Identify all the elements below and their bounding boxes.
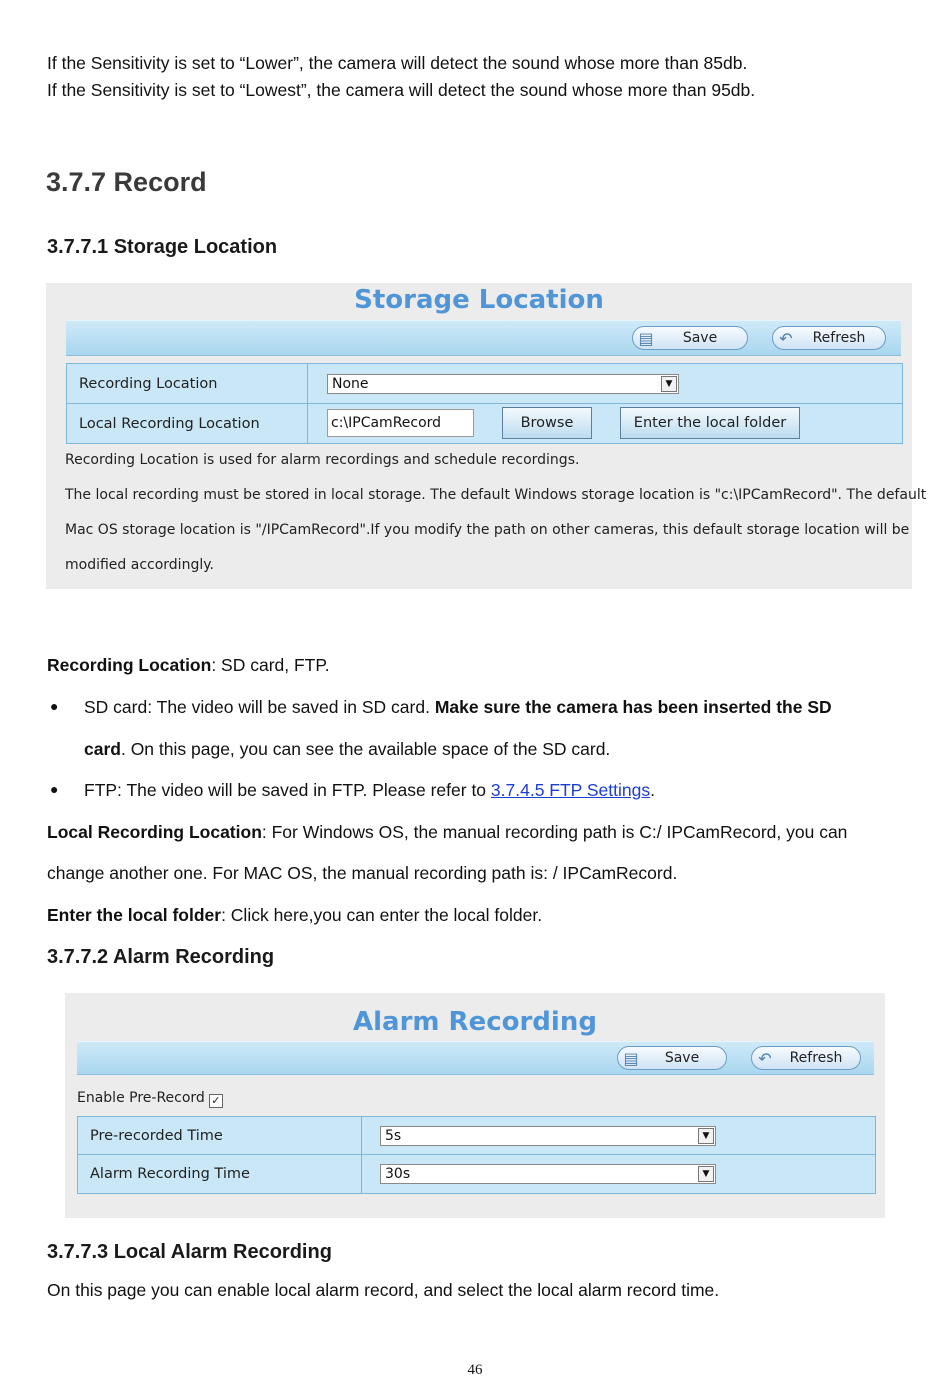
table-row xyxy=(78,1117,875,1155)
bullet-icon: ● xyxy=(50,698,59,714)
chevron-down-icon: ▼ xyxy=(698,1128,714,1144)
storage-location-screenshot xyxy=(46,283,927,589)
refresh-arrow-icon: ↶ xyxy=(779,328,793,348)
enter-local-folder-desc: Enter the local folder: Click here,you can enter the local folder. xyxy=(47,905,543,925)
save-button[interactable]: ▤ Save xyxy=(632,326,748,350)
refresh-button[interactable]: ↶ Refresh xyxy=(751,1046,861,1070)
chevron-down-icon: ▼ xyxy=(698,1166,714,1182)
prerecorded-time-label: Pre-recorded Time xyxy=(78,1117,362,1154)
storage-settings-table xyxy=(66,363,903,444)
recording-location-select[interactable]: None ▼ xyxy=(327,374,679,394)
local-recording-location-desc: Local Recording Location: For Windows OS, the manual recording path is C:/ IPCamRecord, you can xyxy=(47,822,848,842)
enable-prerecord-checkbox[interactable]: ✓ xyxy=(209,1094,223,1108)
storage-heading: 3.7.7.1 Storage Location xyxy=(47,236,278,258)
alarm-recording-screenshot xyxy=(65,993,885,1218)
table-row xyxy=(67,364,902,404)
recording-location-desc: Recording Location: SD card, FTP. xyxy=(47,655,330,675)
browse-button[interactable]: Browse xyxy=(502,407,592,439)
sd-card-desc-cont: card. On this page, you can see the available space of the SD card. xyxy=(84,739,611,759)
bullet-icon: ● xyxy=(50,781,59,797)
intro-line-1: If the Sensitivity is set to “Lower”, the camera will detect the sound whose more than 85db. xyxy=(47,53,748,73)
enter-local-folder-button[interactable]: Enter the local folder xyxy=(620,407,800,439)
storage-panel-title: Storage Location xyxy=(354,285,604,315)
alarm-toolbar xyxy=(77,1041,874,1075)
refresh-button[interactable]: ↶ Refresh xyxy=(772,326,886,350)
recording-location-label: Recording Location xyxy=(67,364,308,403)
alarm-settings-table xyxy=(77,1116,876,1194)
alarm-recording-time-label: Alarm Recording Time xyxy=(78,1155,362,1193)
floppy-disk-icon: ▤ xyxy=(623,1048,639,1068)
local-alarm-text: On this page you can enable local alarm record, and select the local alarm record time. xyxy=(47,1280,720,1300)
intro-line-2: If the Sensitivity is set to “Lowest”, the camera will detect the sound whose more than 95db. xyxy=(47,80,756,100)
local-recording-location-desc-cont: change another one. For MAC OS, the manual recording path is: / IPCamRecord. xyxy=(47,863,678,883)
storage-note-3: Mac OS storage location is "/IPCamRecord".If you modify the path on other cameras, this default storage location will be xyxy=(65,522,910,538)
storage-note-1: Recording Location is used for alarm recordings and schedule recordings. xyxy=(65,452,580,468)
table-row xyxy=(67,404,902,443)
storage-note-2: The local recording must be stored in local storage. The default Windows storage location is "c:\IPCamRecord". The default xyxy=(65,487,927,503)
storage-note-4: modified accordingly. xyxy=(65,557,214,573)
prerecorded-time-select[interactable]: 5s ▼ xyxy=(380,1126,716,1146)
refresh-arrow-icon: ↶ xyxy=(758,1048,772,1068)
local-alarm-heading: 3.7.7.3 Local Alarm Recording xyxy=(47,1241,332,1263)
enable-prerecord: Enable Pre-Record ✓ xyxy=(77,1090,223,1108)
local-recording-path-input[interactable]: c:\IPCamRecord xyxy=(327,409,474,437)
sd-card-desc: SD card: The video will be saved in SD card. Make sure the camera has been inserted the SD xyxy=(84,697,832,717)
alarm-recording-time-select[interactable]: 30s ▼ xyxy=(380,1164,716,1184)
alarm-heading: 3.7.7.2 Alarm Recording xyxy=(47,946,275,968)
local-recording-location-label: Local Recording Location xyxy=(67,404,308,443)
floppy-disk-icon: ▤ xyxy=(638,328,654,348)
section-title: 3.7.7 Record xyxy=(46,167,207,197)
chevron-down-icon: ▼ xyxy=(661,376,677,392)
storage-toolbar xyxy=(66,320,901,356)
ftp-settings-link[interactable]: 3.7.4.5 FTP Settings xyxy=(490,780,651,800)
ftp-desc: FTP: The video will be saved in FTP. Please refer to 3.7.4.5 FTP Settings. xyxy=(84,780,655,800)
table-row xyxy=(78,1155,875,1193)
page-number: 46 xyxy=(467,1362,483,1378)
alarm-panel-title: Alarm Recording xyxy=(353,1007,597,1037)
save-button[interactable]: ▤ Save xyxy=(617,1046,727,1070)
